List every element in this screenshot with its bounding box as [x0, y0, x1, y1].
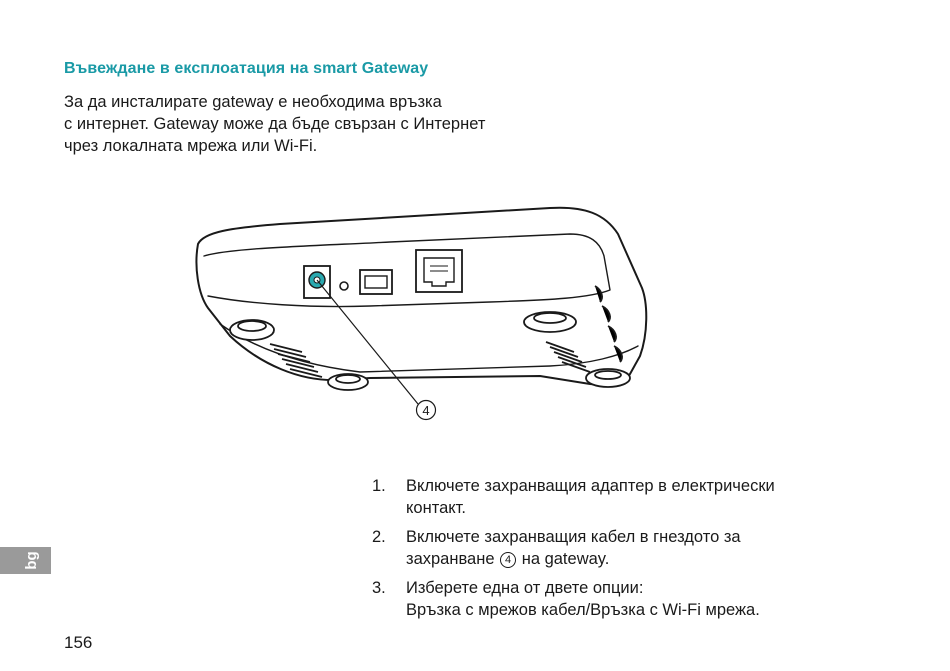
step-text: контакт. [406, 499, 466, 517]
intro-line: чрез локалната мрежа или Wi-Fi. [64, 137, 318, 155]
power-jack [304, 266, 330, 298]
step-number: 2. [372, 528, 386, 546]
usb-port [360, 270, 392, 294]
intro-line: с интернет. Gateway може да бъде свързан с Интернет [64, 115, 486, 133]
reset-hole [340, 282, 348, 290]
language-code: bg [23, 551, 40, 570]
language-tab [0, 547, 51, 574]
step-text: на gateway. [521, 550, 610, 568]
intro-line: За да инсталирате gateway е необходима връзка [64, 93, 442, 111]
page-number: 156 [64, 633, 93, 652]
step-text: Включете захранващия кабел в гнездото за [406, 528, 741, 546]
ethernet-port [416, 250, 462, 292]
section-heading: Въвеждане в експлоатация на smart Gateway [64, 60, 429, 77]
intro-paragraph [64, 91, 584, 157]
step-text: Включете захранващия адаптер в електрически [406, 477, 775, 495]
gateway-illustration [190, 206, 650, 436]
callout-number: 4 [422, 403, 430, 418]
step-list [372, 475, 842, 628]
vent-slots [270, 286, 622, 377]
step-text: Връзка с мрежов кабел/Връзка с Wi-Fi мрежа. [406, 601, 760, 619]
list-item [372, 577, 842, 621]
list-item [372, 526, 842, 570]
step-number: 3. [372, 579, 386, 597]
step-number: 1. [372, 477, 386, 495]
step-text: захранване [406, 550, 495, 568]
step-text: Изберете една от двете опции: [406, 579, 644, 597]
list-item [372, 475, 842, 519]
callout-reference: 4 [500, 552, 516, 568]
